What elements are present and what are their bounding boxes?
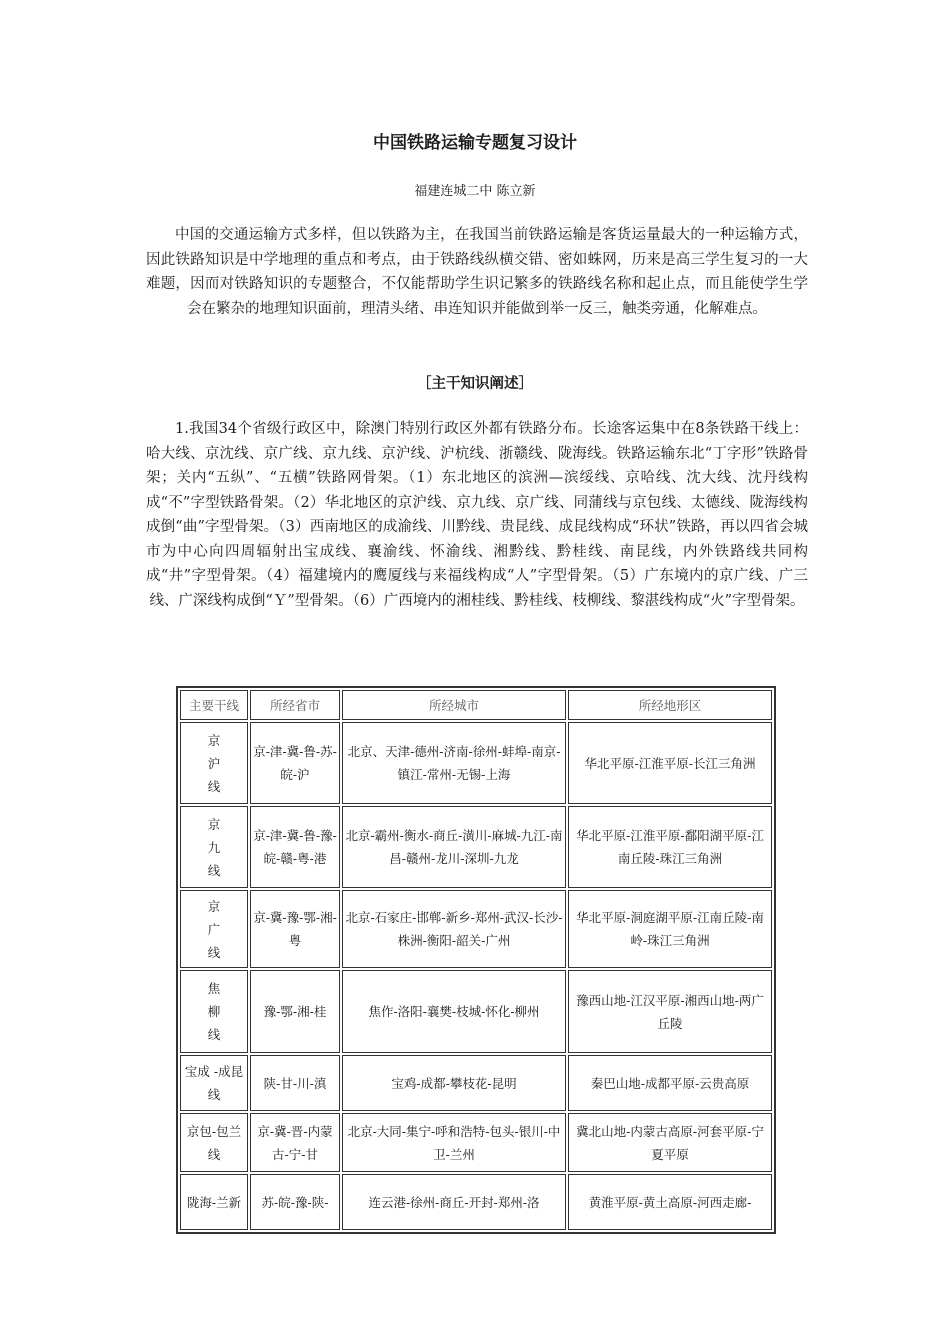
table-row (180, 890, 772, 968)
cell-terrain: 冀北山地-内蒙古高原-河套平原-宁夏平原 (568, 1113, 772, 1172)
cell-line (180, 722, 248, 804)
table-header-row (180, 690, 772, 720)
line-name: 京沪线 (207, 732, 221, 794)
cell-provinces: 京-津-冀-鲁-豫-皖-赣-粤-港 (250, 806, 340, 888)
cell-provinces: 京-津-冀-鲁-苏-皖-沪 (250, 722, 340, 804)
table-row (180, 1113, 772, 1172)
cell-cities: 北京-石家庄-邯郸-新乡-郑州-武汉-长沙-株洲-衡阳-韶关-广州 (342, 890, 566, 968)
table-row (180, 722, 772, 804)
cell-line: 陇海-兰新 (180, 1174, 248, 1230)
cell-cities: 北京、天津-德州-济南-徐州-蚌埠-南京-镇江-常州-无锡-上海 (342, 722, 566, 804)
cell-line: 宝成 -成昆线 (180, 1055, 248, 1111)
table-row (180, 1174, 772, 1230)
cell-cities: 北京-霸州-衡水-商丘-潢川-麻城-九江-南昌-赣州-龙川-深圳-九龙 (342, 806, 566, 888)
header-terrain: 所经地形区 (568, 690, 772, 720)
cell-provinces: 陕-甘-川-滇 (250, 1055, 340, 1111)
cell-cities: 宝鸡-成都-攀枝花-昆明 (342, 1055, 566, 1111)
table-row (180, 1055, 772, 1111)
cell-cities: 连云港-徐州-商丘-开封-郑州-洛 (342, 1174, 566, 1230)
header-provinces: 所经省市 (250, 690, 340, 720)
document-title: 中国铁路运输专题复习设计 (373, 133, 577, 153)
knowledge-point-1: 1.我国34个省级行政区中，除澳门特别行政区外都有铁路分布。长途客运集中在8条铁路干线上：哈大线、京沈线、京广线、京九线、京沪线、沪杭线、浙赣线、陇海线。铁路运输东北“丁字形”铁路骨架；关内“五纵”、“五横”铁路网骨架。（1）东北地区的滨洲—滨绥线、京哈线、沈大线、沈丹线构成“不”字型铁路骨架。（2）华北地区的京沪线、京九线、京广线、同蒲线与京包线、太德线、陇海线构成倒“曲”字型骨架。（3）西南地区的成渝线、川黔线、贵昆线、成昆线构成“环状”铁路，再以四省会城市为中心向四周辐射出宝成线、襄渝线、怀渝线、湘黔线、黔桂线、南昆线，内外铁路线共同构成“井”字型骨架。（4）福建境内的鹰厦线与来福线构成“人”字型骨架。（5）广东境内的京广线、广三线、广深线构成倒“Ｙ”型骨架。（6）广西境内的湘桂线、黔桂线、枝柳线、黎湛线构成“火”字型骨架。 (146, 421, 808, 609)
cell-cities: 焦作-洛阳-襄樊-枝城-怀化-柳州 (342, 970, 566, 1053)
cell-terrain: 华北平原-江淮平原-鄱阳湖平原-江南丘陵-珠江三角洲 (568, 806, 772, 888)
author-line: 福建连城二中 陈立新 (414, 184, 536, 199)
header-main-line: 主要干线 (180, 690, 248, 720)
table-row (180, 970, 772, 1053)
cell-line (180, 890, 248, 968)
cell-cities: 北京-大同-集宁-呼和浩特-包头-银川-中卫-兰州 (342, 1113, 566, 1172)
cell-line (180, 806, 248, 888)
line-name: 焦柳线 (207, 981, 221, 1042)
cell-line: 京包-包兰线 (180, 1113, 248, 1172)
section-heading: ［主干知识阐述］ (417, 376, 533, 392)
cell-terrain: 华北平原-江淮平原-长江三角洲 (568, 722, 772, 804)
line-name: 京九线 (207, 816, 221, 878)
line-name: 京广线 (207, 898, 221, 960)
cell-terrain: 豫西山地-江汉平原-湘西山地-两广丘陵 (568, 970, 772, 1053)
header-cities: 所经城市 (342, 690, 566, 720)
cell-terrain: 秦巴山地-成都平原-云贵高原 (568, 1055, 772, 1111)
cell-provinces: 京-冀-豫-鄂-湘-粤 (250, 890, 340, 968)
cell-terrain: 黄淮平原-黄土高原-河西走廊- (568, 1174, 772, 1230)
cell-provinces: 豫-鄂-湘-桂 (250, 970, 340, 1053)
table-row (180, 806, 772, 888)
cell-terrain: 华北平原-洞庭湖平原-江南丘陵-南岭-珠江三角洲 (568, 890, 772, 968)
cell-line (180, 970, 248, 1053)
cell-provinces: 京-冀-晋-内蒙古-宁-甘 (250, 1113, 340, 1172)
cell-provinces: 苏-皖-豫-陕- (250, 1174, 340, 1230)
intro-paragraph: 中国的交通运输方式多样，但以铁路为主，在我国当前铁路运输是客货运量最大的一种运输方式，因此铁路知识是中学地理的重点和考点，由于铁路线纵横交错、密如蛛网，历来是高三学生复习的一大难题，因而对铁路知识的专题整合，不仅能帮助学生识记繁多的铁路线名称和起止点，而且能使学生学会在繁杂的地理知识面前，理清头绪、串连知识并能做到举一反三，触类旁通，化解难点。 (146, 227, 808, 317)
railway-table (176, 686, 776, 1234)
